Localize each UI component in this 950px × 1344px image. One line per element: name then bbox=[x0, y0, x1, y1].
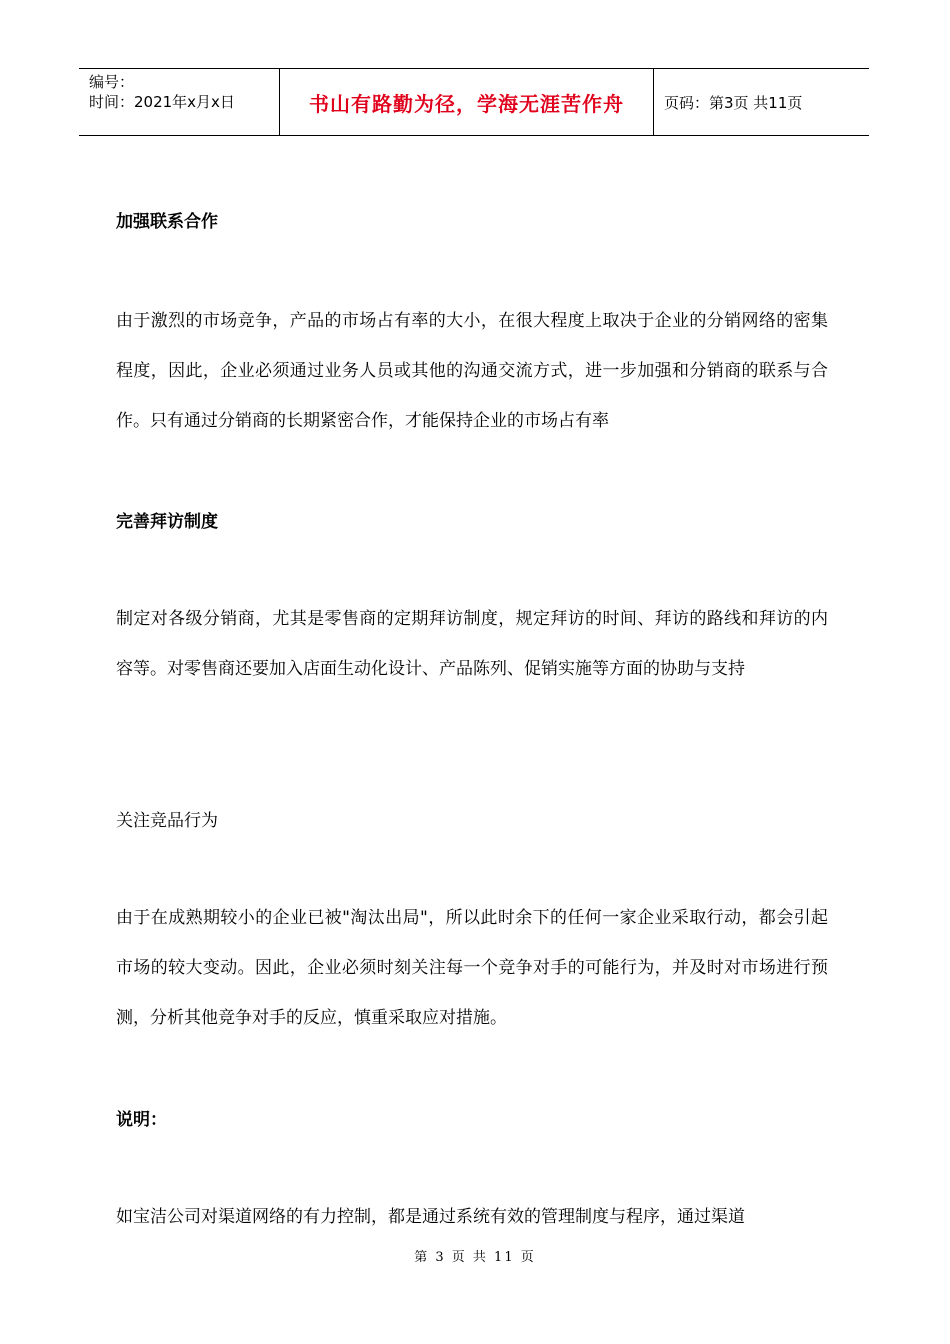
section-heading-notes: 说明： bbox=[116, 1110, 167, 1130]
section-heading-visits: 完善拜访制度 bbox=[116, 512, 218, 532]
section-heading-cooperation: 加强联系合作 bbox=[116, 212, 218, 232]
serial-number-label: 编号： bbox=[89, 73, 135, 91]
page-info: 页码：第3页 共11页 bbox=[664, 93, 803, 112]
header-meta-cell bbox=[79, 69, 280, 135]
motto-text: 书山有路勤为径，学海无涯苦作舟 bbox=[309, 91, 624, 116]
section-paragraph-competitors: 由于在成熟期较小的企业已被"淘汰出局"，所以此时余下的任何一家企业采取行动，都会引起市场的较大变动。因此，企业必须时刻关注每一个竞争对手的可能行为，并及时对市场进行预测，分析其他竞争对手的反应，慎重采取应对措施。 bbox=[116, 908, 828, 1028]
section-heading-competitors: 关注竞品行为 bbox=[116, 811, 218, 831]
header-table bbox=[79, 68, 869, 136]
section-paragraph-visits: 制定对各级分销商，尤其是零售商的定期拜访制度，规定拜访的时间、拜访的路线和拜访的内容等。对零售商还要加入店面生动化设计、产品陈列、促销实施等方面的协助与支持 bbox=[116, 609, 828, 679]
section-paragraph-notes: 如宝洁公司对渠道网络的有力控制，都是通过系统有效的管理制度与程序，通过渠道 bbox=[116, 1207, 745, 1227]
section-paragraph-cooperation: 由于激烈的市场竞争，产品的市场占有率的大小，在很大程度上取决于企业的分销网络的密集程度，因此，企业必须通过业务人员或其他的沟通交流方式，进一步加强和分销商的联系与合作。只有通过分销商的长期紧密合作，才能保持企业的市场占有率 bbox=[116, 311, 828, 431]
page-footer: 第 3 页 共 11 页 bbox=[414, 1250, 536, 1265]
header-motto-cell bbox=[280, 69, 654, 135]
date-line: 时间：2021年x月x日 bbox=[89, 93, 235, 111]
header-page-cell bbox=[654, 69, 869, 135]
